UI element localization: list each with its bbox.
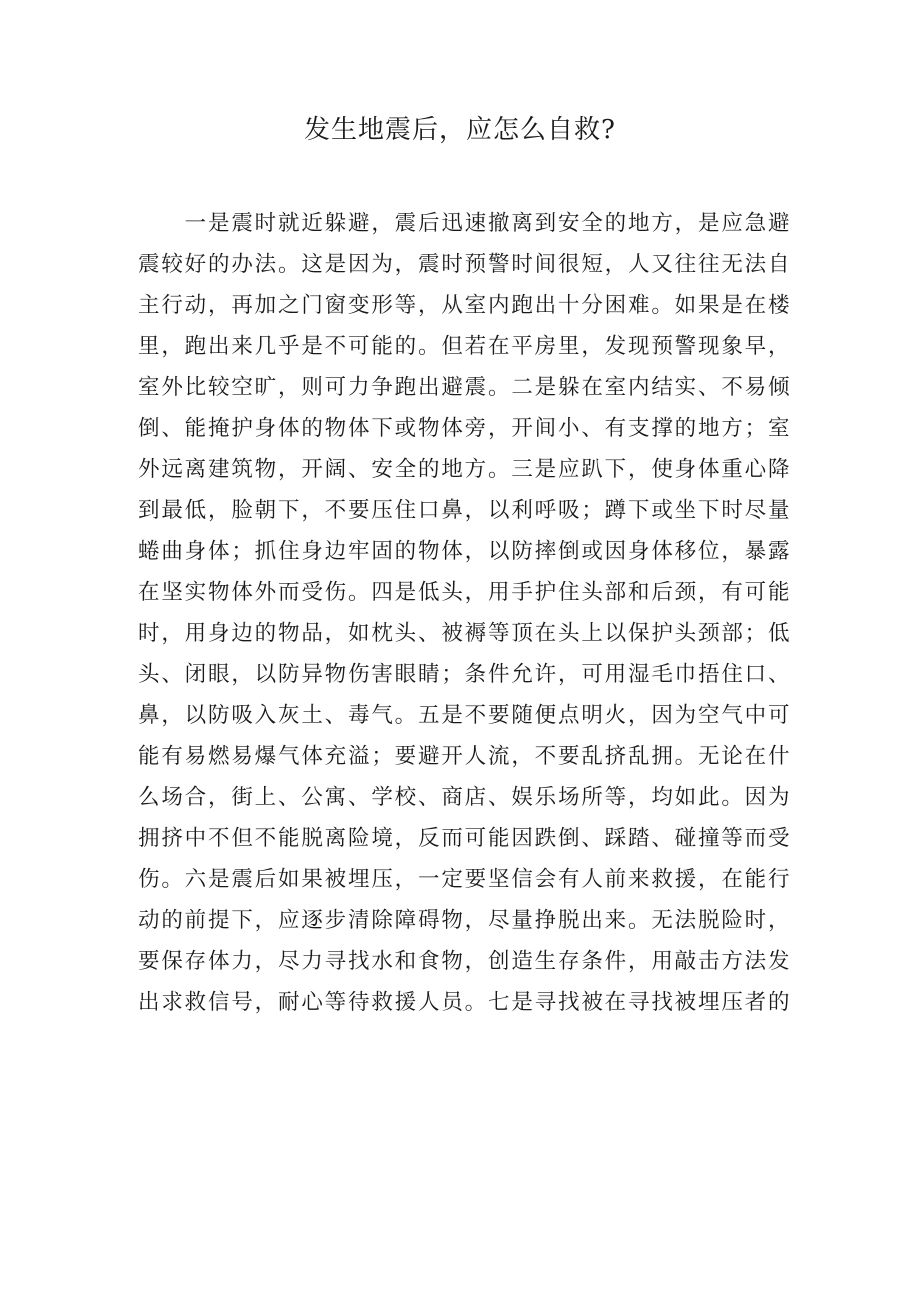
body-line: 伤。六是震后如果被埋压，一定要坚信会有人前来救援，在能行	[138, 867, 790, 892]
body-line: 倒、能掩护身体的物体下或物体旁，开间小、有支撑的地方；室	[138, 416, 790, 441]
body-line: 到最低，脸朝下，不要压住口鼻，以利呼吸；蹲下或坐下时尽量	[138, 498, 790, 523]
document-body	[138, 203, 790, 1023]
body-line: 鼻，以防吸入灰土、毒气。五是不要随便点明火，因为空气中可	[138, 703, 790, 728]
body-line: 头、闭眼，以防异物伤害眼睛；条件允许，可用湿毛巾捂住口、	[138, 662, 790, 687]
body-line: 出求救信号，耐心等待救援人员。七是寻找被在寻找被埋压者的	[138, 990, 790, 1015]
body-line: 在坚实物体外而受伤。四是低头，用手护住头部和后颈，有可能	[138, 580, 790, 605]
body-line: 拥挤中不但不能脱离险境，反而可能因跌倒、踩踏、碰撞等而受	[138, 826, 790, 851]
body-line: 能有易燃易爆气体充溢；要避开人流，不要乱挤乱拥。无论在什	[138, 744, 790, 769]
body-line: 蜷曲身体；抓住身边牢固的物体，以防摔倒或因身体移位，暴露	[138, 539, 790, 564]
body-line: 动的前提下，应逐步清除障碍物，尽量挣脱出来。无法脱险时，	[138, 908, 790, 933]
document-title: 发生地震后，应怎么自救?	[304, 115, 616, 145]
body-line: 一是震时就近躲避，震后迅速撤离到安全的地方，是应急避	[138, 211, 790, 236]
body-line: 室外比较空旷，则可力争跑出避震。二是躲在室内结实、不易倾	[138, 375, 790, 400]
body-line: 里，跑出来几乎是不可能的。但若在平房里，发现预警现象早，	[138, 334, 790, 359]
body-line: 要保存体力，尽力寻找水和食物，创造生存条件，用敲击方法发	[138, 949, 790, 974]
body-line: 震较好的办法。这是因为，震时预警时间很短，人又往往无法自	[138, 252, 790, 277]
body-line: 么场合，街上、公寓、学校、商店、娱乐场所等，均如此。因为	[138, 785, 790, 810]
body-line: 外远离建筑物，开阔、安全的地方。三是应趴下，使身体重心降	[138, 457, 790, 482]
body-line: 主行动，再加之门窗变形等，从室内跑出十分困难。如果是在楼	[138, 293, 790, 318]
body-line: 时，用身边的物品，如枕头、被褥等顶在头上以保护头颈部；低	[138, 621, 790, 646]
